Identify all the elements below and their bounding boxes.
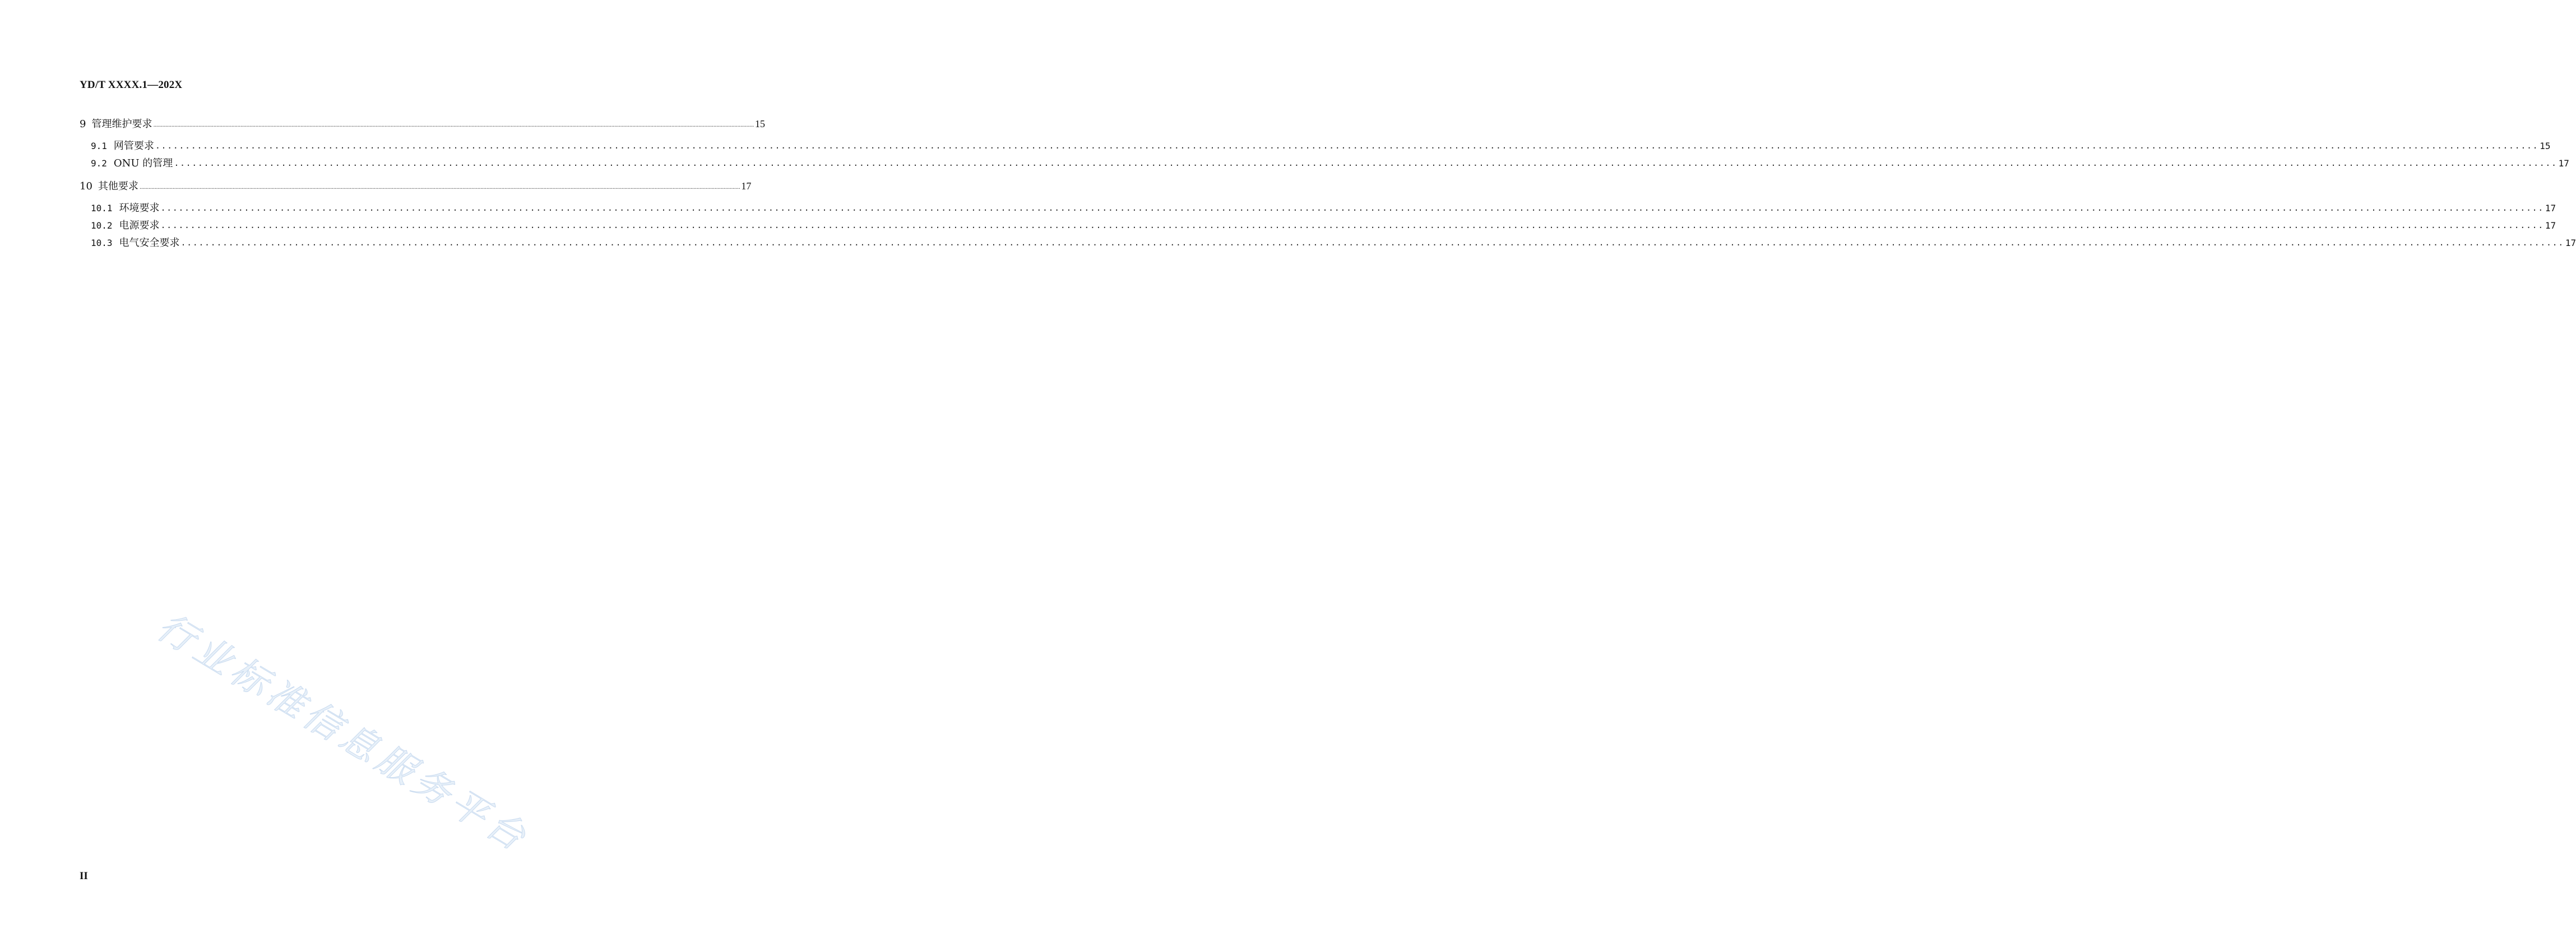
document-code: YD/T XXXX.1—202X xyxy=(80,79,183,91)
toc-entry-page: 17 xyxy=(2565,238,2576,248)
toc-entry[interactable] xyxy=(80,234,2576,252)
toc-entry-page: 15 xyxy=(2540,141,2551,151)
toc-leader-dots: ................................................................................................................................................................................................................................................................................................................................................................................................................ xyxy=(155,141,2539,151)
toc-entry[interactable] xyxy=(80,137,2551,155)
toc-entry-page: 17 xyxy=(741,180,752,192)
toc-entry[interactable] xyxy=(80,115,765,133)
toc-entry-number: 9.1 xyxy=(91,141,107,151)
toc-entry-page: 17 xyxy=(2545,203,2556,213)
toc-entry-label: 网管要求 xyxy=(113,140,154,152)
toc-entry[interactable] xyxy=(80,155,2569,172)
watermark-text: 行业标准信息服务平台 xyxy=(150,605,538,862)
toc-entry-page: 17 xyxy=(2558,158,2569,169)
toc-entry[interactable] xyxy=(80,199,2556,217)
toc-entry-number: 10 xyxy=(80,180,92,192)
table-of-contents xyxy=(80,115,2576,252)
toc-entry-page: 15 xyxy=(754,118,765,129)
toc-entry-number: 9 xyxy=(80,118,86,130)
toc-entry-number: 10.3 xyxy=(91,238,113,248)
toc-leader-dots: ................................................................................................................................................................................................................................................................................................................................................................................................................ xyxy=(174,158,2558,168)
toc-entry[interactable] xyxy=(80,178,752,195)
page-number: II xyxy=(80,870,88,882)
toc-entry-label: ONU 的管理 xyxy=(113,157,173,169)
toc-leader-dots: ................................................................................................................................................................................................................................................................................................................................................................................................................ xyxy=(160,203,2544,213)
toc-leader-dots: ................................................................................................................................................................................................................................................................................................................................................................................................................ xyxy=(153,122,754,128)
toc-entry[interactable] xyxy=(80,217,2556,234)
toc-entry-number: 9.2 xyxy=(91,158,107,169)
toc-leader-dots: ................................................................................................................................................................................................................................................................................................................................................................................................................ xyxy=(160,220,2544,230)
toc-entry-number: 10.1 xyxy=(91,203,113,213)
toc-entry-label: 其他要求 xyxy=(98,180,138,192)
toc-leader-dots: ................................................................................................................................................................................................................................................................................................................................................................................................................ xyxy=(180,238,2564,248)
toc-entry-label: 管理维护要求 xyxy=(91,118,152,130)
toc-leader-dots: ................................................................................................................................................................................................................................................................................................................................................................................................................ xyxy=(139,184,740,191)
toc-entry-number: 10.2 xyxy=(91,220,113,231)
toc-entry-label: 电气安全要求 xyxy=(119,237,180,249)
toc-entry-label: 环境要求 xyxy=(119,202,160,214)
toc-entry-page: 17 xyxy=(2545,220,2556,231)
toc-entry-label: 电源要求 xyxy=(119,220,160,231)
